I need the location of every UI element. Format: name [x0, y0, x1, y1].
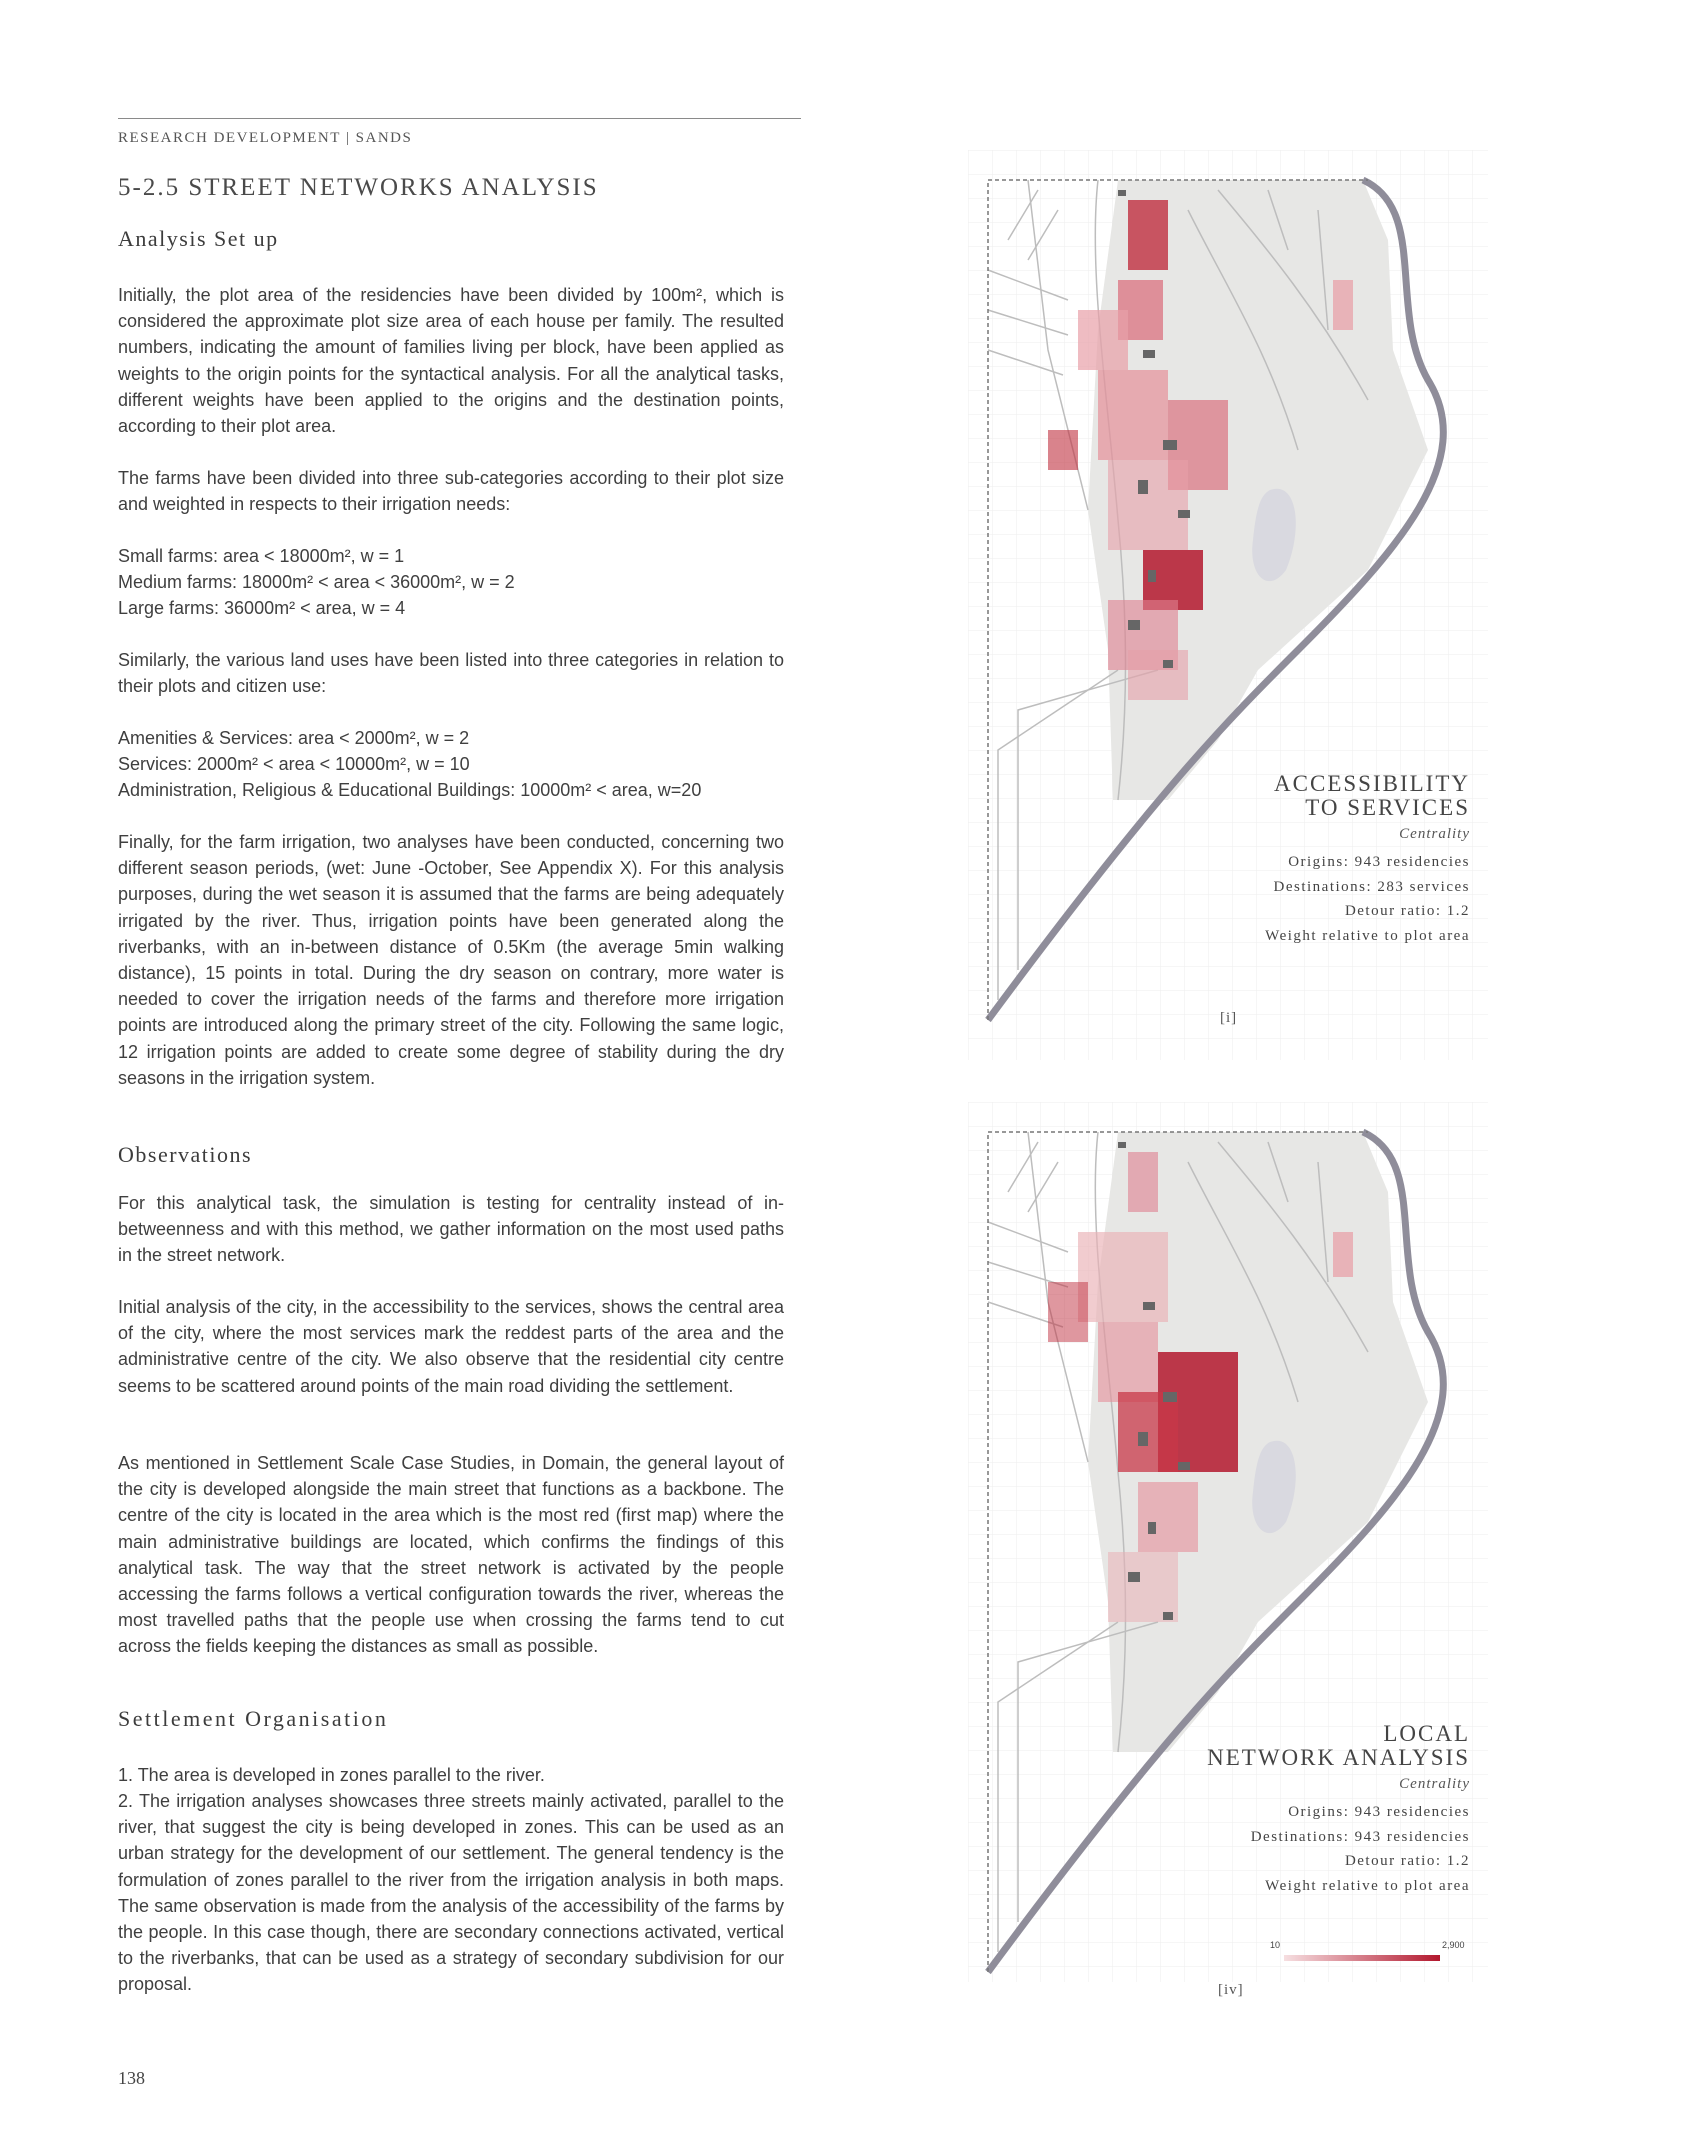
farm-categories-list — [118, 543, 784, 622]
map1-info-detour: Detour ratio: 1.2 — [1344, 903, 1470, 919]
map2-info-weight: Weight relative to plot area — [1265, 1877, 1470, 1894]
map1-info — [1265, 850, 1470, 948]
farm-category-medium: Medium farms: 18000m² < area < 36000m², w = 2 — [118, 572, 515, 593]
section-title: 5-2.5 STREET NETWORKS ANALYSIS — [118, 174, 599, 201]
map2-info-origins: Origins: 943 residencies — [1288, 1804, 1470, 1820]
land-use-administration: Administration, Religious & Educational Buildings: 10000m² < area, w=20 — [118, 780, 702, 801]
observations-paragraph-3: As mentioned in Settlement Scale Case Studies, in Domain, the general layout of the city is developed alongside the main street that functions as a backbone. The centre of the city is located in the area which is the most red (first map) where the main administrative buildings are located, which confirms the findings of this analytical task. The way that the street network is activated by the people accessing the farms follows a vertical configuration towards the river, whereas the most travelled paths that the people use when crossing the farms tend to cut across the fields keeping the distances as small as possible. — [118, 1453, 784, 1657]
map1-info-weight: Weight relative to plot area — [1265, 927, 1470, 944]
map2-title — [1207, 1722, 1470, 1770]
map2-info — [1251, 1800, 1470, 1898]
legend-gradient-bar — [1284, 1955, 1440, 1961]
map2-title-line1: LOCAL — [1383, 1721, 1470, 1746]
map1-info-destinations: Destinations: 283 services — [1273, 878, 1470, 895]
legend-max-value: 2,900 — [1442, 1940, 1465, 1950]
heading-observations: Observations — [118, 1142, 253, 1167]
map2-info-destinations: Destinations: 943 residencies — [1250, 1828, 1470, 1845]
setup-paragraph-2: The farms have been divided into three sub-categories according to their plot size and weighted in respects to their irrigation needs: — [118, 468, 784, 515]
setup-paragraph-4: Finally, for the farm irrigation, two analyses have been conducted, concerning two different season periods, (wet: June -October, See Appendix X). For this analysis purposes, during the wet season it is assumed that the farms are being adequately irrigated by the river. Thus, irrigation points have been generated along the riverbanks, with an in-between distance of 0.5Km (the average 5min walking distance), 15 points in total. During the dry season on contrary, more water is needed to cover the irrigation needs of the farms and therefore more irrigation points are introduced along the primary street of the city. Following the same logic, 12 irrigation points are added to create some degree of stability during the dry seasons in the irrigation system. — [118, 832, 784, 1088]
map-panel-accessibility — [968, 150, 1498, 1070]
map2-tag: [iv] — [1218, 1982, 1244, 1998]
land-use-services: Services: 2000m² < area < 10000m², w = 10 — [118, 754, 470, 775]
land-use-amenities: Amenities & Services: area < 2000m², w = 2 — [118, 728, 470, 748]
map2-subtitle: Centrality — [1399, 1776, 1470, 1792]
settlement-point-2: 2. The irrigation analyses showcases three streets mainly activated, parallel to the river, that suggest the city is being developed in zones. This can be used as an urban strategy for the development of our settlement. The general tendency is the formulation of zones parallel to the river from the irrigation analysis in both maps. The same observation is made from the analysis of the accessibility of the farms by the people. In this case though, there are secondary connections activated, vertical to the riverbanks, that can be used as a strategy of secondary subdivision for our proposal. — [118, 1791, 784, 1995]
heading-analysis-setup: Analysis Set up — [118, 226, 279, 251]
settlement-point-1: 1. The area is developed in zones parallel to the river. — [118, 1765, 545, 1785]
page-number: 138 — [118, 2068, 145, 2088]
heading-settlement-organisation: Settlement Organisation — [118, 1706, 389, 1731]
land-use-list — [118, 725, 784, 804]
map1-title-line2: TO SERVICES — [1305, 795, 1470, 820]
map1-subtitle: Centrality — [1399, 826, 1470, 842]
map-panel-local-network — [968, 1102, 1498, 2022]
farm-category-small: Small farms: area < 18000m², w = 1 — [118, 546, 405, 566]
running-head: RESEARCH DEVELOPMENT | SANDS — [118, 130, 413, 146]
map2-title-line2: NETWORK ANALYSIS — [1207, 1745, 1470, 1770]
legend-min-value: 10 — [1270, 1940, 1281, 1950]
map1-title-line1: ACCESSIBILITY — [1274, 771, 1470, 796]
map1-title — [1274, 772, 1470, 820]
farm-category-large: Large farms: 36000m² < area, w = 4 — [118, 598, 406, 619]
setup-paragraph-1: Initially, the plot area of the residencies have been divided by 100m², which is considered the approximate plot size area of each house per family. The resulted numbers, indicating the amount of families living per block, have been applied as weights to the origin points for the syntactical analysis. For all the analytical tasks, different weights have been applied to the origins and the destination points, according to their plot area. — [118, 285, 784, 437]
observations-paragraph-2: Initial analysis of the city, in the accessibility to the services, shows the central area of the city, where the most services mark the reddest parts of the area and the administrative centre of the city. We also observe that the residential city centre seems to be scattered around points of the main road dividing the settlement. — [118, 1297, 784, 1396]
setup-paragraph-3: Similarly, the various land uses have been listed into three categories in relation to their plots and citizen use: — [118, 650, 784, 697]
map2-info-detour: Detour ratio: 1.2 — [1344, 1853, 1470, 1869]
map1-tag: [i] — [1220, 1010, 1238, 1026]
header-rule — [118, 118, 801, 119]
observations-paragraph-1: For this analytical task, the simulation is testing for centrality instead of in-betweenness and with this method, we gather information on the most used paths in the street network. — [118, 1193, 784, 1266]
map1-info-origins: Origins: 943 residencies — [1288, 854, 1470, 870]
